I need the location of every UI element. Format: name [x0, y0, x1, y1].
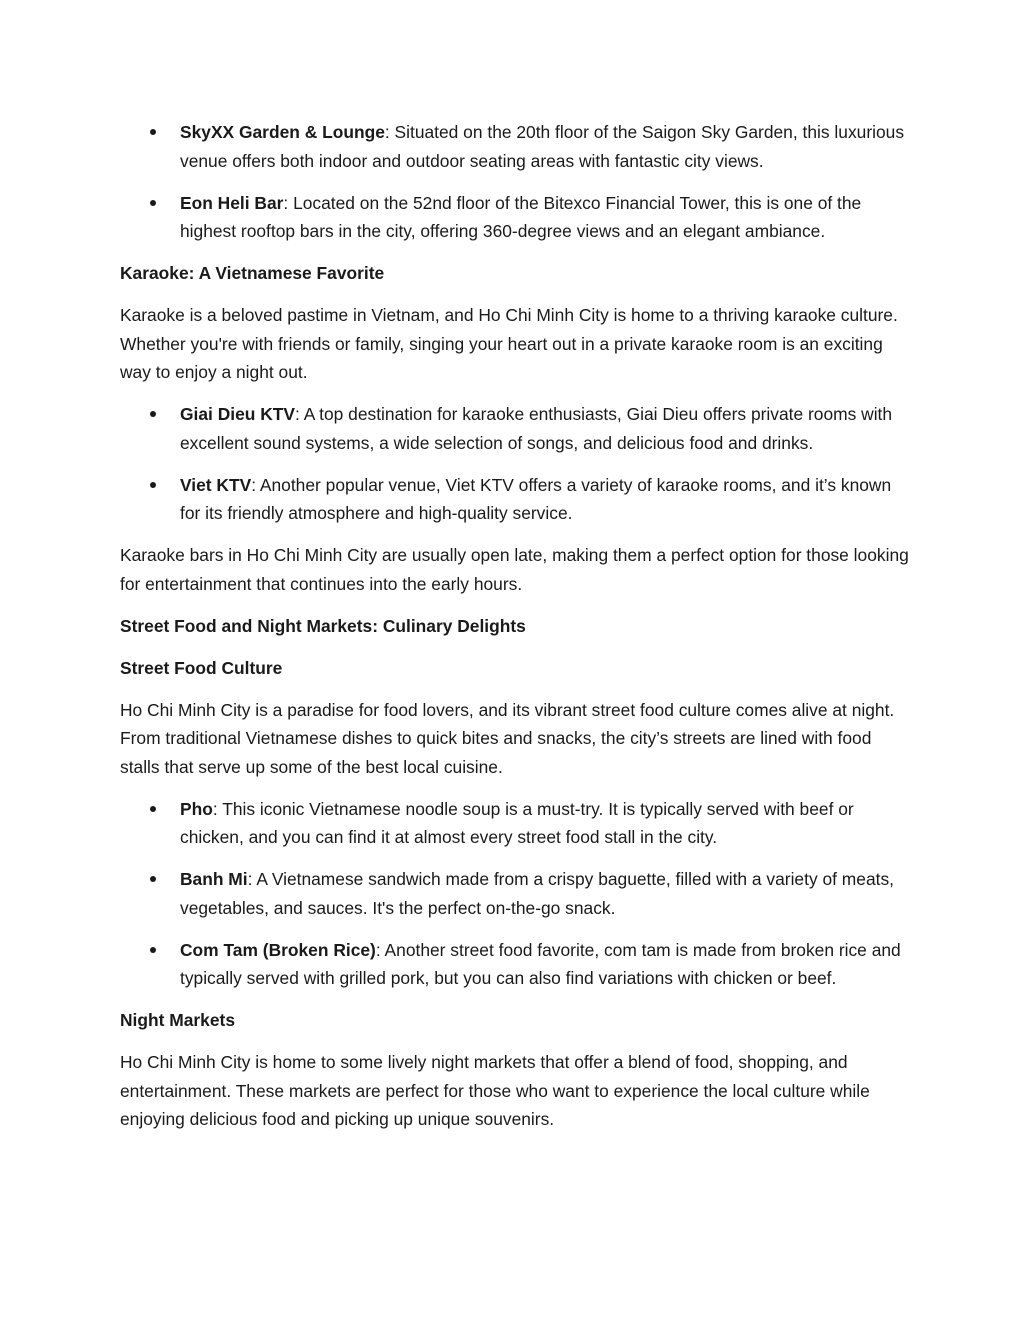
item-description: : A Vietnamese sandwich made from a crispy baguette, filled with a variety of meats, vegetables, and sauces. It's the perfect on-the-go snack. — [180, 869, 894, 918]
item-term: Com Tam (Broken Rice) — [180, 939, 376, 960]
item-term: Viet KTV — [180, 474, 252, 495]
item-description: : A top destination for karaoke enthusiasts, Giai Dieu offers private rooms with excellent sound systems, a wide selection of songs, and delicious food and drinks. — [180, 404, 893, 453]
karaoke-list — [120, 400, 910, 528]
street-food-subheading: Street Food Culture — [120, 657, 283, 678]
karaoke-heading: Karaoke: A Vietnamese Favorite — [120, 263, 385, 283]
bullet-icon — [150, 200, 156, 206]
list-item — [120, 865, 910, 922]
bullet-icon — [150, 411, 156, 417]
street-food-list — [120, 795, 910, 993]
document-page — [120, 118, 910, 1147]
item-term: Giai Dieu KTV — [180, 404, 295, 424]
street-food-heading: Street Food and Night Markets: Culinary Delights — [120, 615, 526, 636]
list-item — [120, 795, 910, 852]
item-term: SkyXX Garden & Lounge — [180, 122, 385, 142]
street-food-intro: Ho Chi Minh City is a paradise for food lovers, and its vibrant street food culture comes alive at night. From traditional Vietnamese dishes to quick bites and snacks, the city’s streets are lined with food stalls that serve up some of the best local cuisine. — [120, 699, 895, 777]
item-description: : This iconic Vietnamese noodle soup is a must-try. It is typically served with beef or chicken, and you can find it at almost every street food stall in the city. — [180, 798, 854, 847]
item-description: : Another popular venue, Viet KTV offers a variety of karaoke rooms, and it’s known for its friendly atmosphere and high-quality service. — [180, 474, 892, 523]
item-term: Pho — [180, 798, 213, 819]
bullet-icon — [150, 806, 156, 812]
karaoke-intro: Karaoke is a beloved pastime in Vietnam, and Ho Chi Minh City is home to a thriving karaoke culture. Whether you're with friends or family, singing your heart out in a private karaoke room is an exciting way to enjoy a night out. — [120, 305, 898, 382]
night-markets-intro: Ho Chi Minh City is home to some lively night markets that offer a blend of food, shopping, and entertainment. These markets are perfect for those who want to experience the local culture while enjoying delicious food and picking up unique souvenirs. — [120, 1052, 870, 1129]
list-item — [120, 189, 910, 246]
item-description: : Situated on the 20th floor of the Saigon Sky Garden, this luxurious venue offers both indoor and outdoor seating areas with fantastic city views. — [180, 122, 905, 171]
bullet-icon — [150, 129, 156, 135]
bullet-icon — [150, 482, 156, 488]
list-item — [120, 936, 910, 993]
item-description: : Located on the 52nd floor of the Bitexco Financial Tower, this is one of the highest rooftop bars in the city, offering 360-degree views and an elegant ambiance. — [180, 192, 862, 241]
list-item — [120, 118, 910, 175]
night-markets-heading: Night Markets — [120, 1010, 235, 1030]
list-item — [120, 400, 910, 457]
list-item — [120, 471, 910, 528]
rooftop-bar-list — [120, 118, 910, 246]
item-description: : Another street food favorite, com tam is made from broken rice and typically served with grilled pork, but you can also find variations with chicken or beef. — [180, 939, 901, 988]
bullet-icon — [150, 876, 156, 882]
item-term: Banh Mi — [180, 869, 248, 889]
item-term: Eon Heli Bar — [180, 192, 284, 213]
karaoke-outro: Karaoke bars in Ho Chi Minh City are usually open late, making them a perfect option for those looking for entertainment that continues into the early hours. — [120, 545, 909, 594]
bullet-icon — [150, 947, 156, 953]
